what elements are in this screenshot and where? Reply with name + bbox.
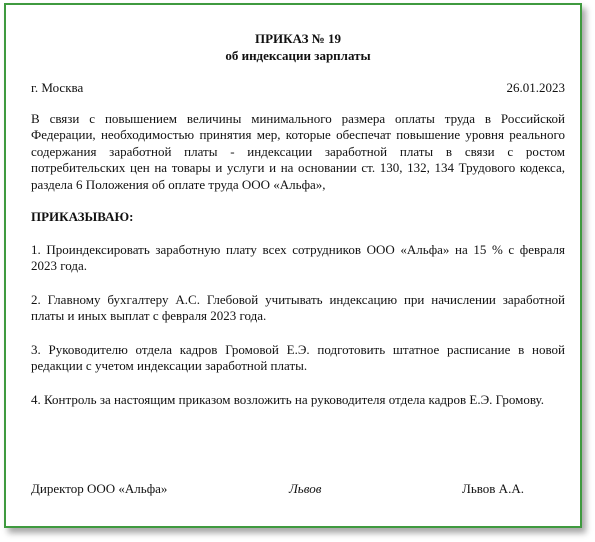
signature-block <box>31 481 565 499</box>
signer-position: Директор ООО «Альфа» <box>31 481 168 496</box>
handwritten-signature: Львов <box>289 481 322 496</box>
order-item-4: 4. Контроль за настоящим приказом возложить на руководителя отдела кадров Е.Э. Громову. <box>31 391 544 407</box>
order-items <box>31 242 565 409</box>
signer-name: Львов А.А. <box>462 481 524 496</box>
order-heading: ПРИКАЗЫВАЮ: <box>31 209 134 224</box>
order-item-2: 2. Главному бухгалтеру А.С. Глебовой учитывать индексацию при начислении заработной платы и иных выплат с февраля 2023 года. <box>31 291 565 323</box>
order-item-3: 3. Руководителю отдела кадров Громовой Е.Э. подготовить штатное расписание в новой редакции с учетом индексации заработной платы. <box>31 341 565 373</box>
city-label: г. Москва <box>31 80 84 95</box>
document-frame <box>4 3 582 528</box>
document-meta <box>31 80 565 97</box>
document-subtitle: об индексации зарплаты <box>225 47 371 63</box>
intro-paragraph: В связи с повышением величины минимального размера оплаты труда в Российской Федерации, необходимостью принятия мер, которые обеспечат повышение уровня реального содержания заработной платы - индексации заработной платы в связи с ростом потребительских цен на товары и услуги и на основании ст. 130, 132, 134 Трудового кодекса, раздела 6 Положения об оплате труда ООО «Альфа», <box>31 110 565 192</box>
document-title: ПРИКАЗ № 19 <box>254 31 342 46</box>
order-item-1: 1. Проиндексировать заработную плату всех сотрудников ООО «Альфа» на 15 % с февраля 2023 года. <box>31 241 565 273</box>
document-date: 26.01.2023 <box>506 80 565 95</box>
order-document <box>31 31 565 496</box>
